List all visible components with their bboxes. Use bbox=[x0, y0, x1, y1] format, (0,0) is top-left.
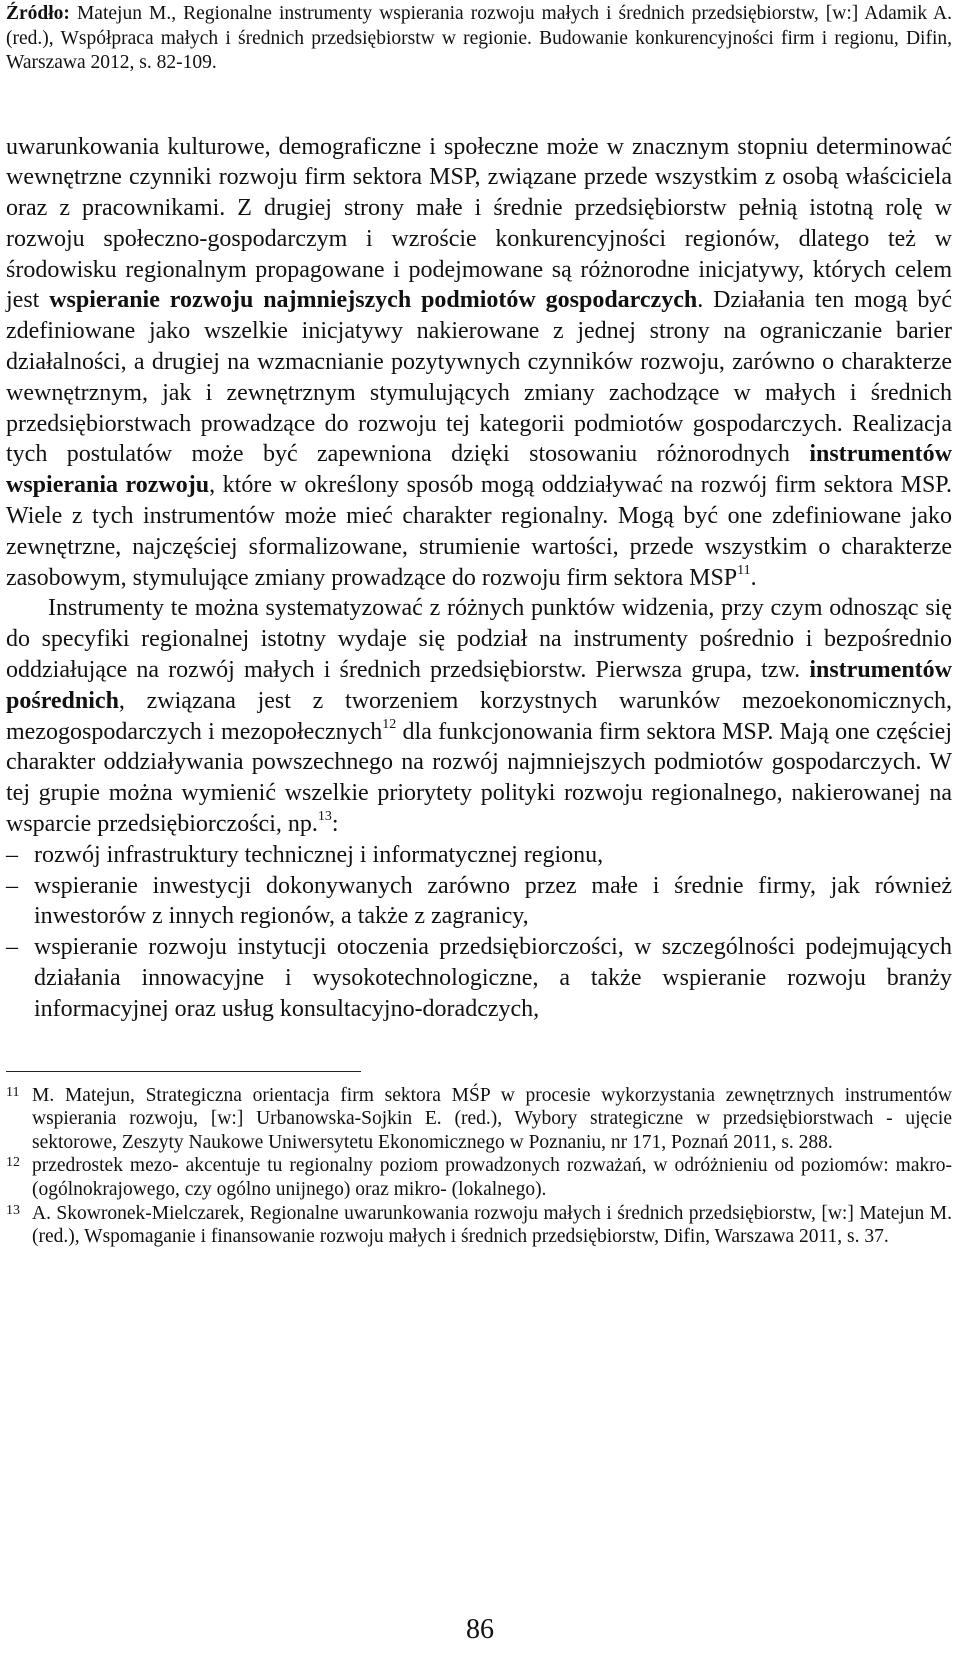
source-label: Źródło: bbox=[6, 3, 70, 24]
footnote-text: M. Matejun, Strategiczna orientacja firm sektora MŚP w procesie wykorzystania zewnętrznych instrumentów wspierania rozwoju, [w:] Urbanowska-Sojkin E. (red.), Wybory strategiczne w przedsiębiorstwach - ujęcie sektorowe, Zeszyty Naukowe Uniwersytetu Ekonomicznego w Poznaniu, nr 171, Poznań 2011, s. 288. bbox=[32, 1084, 952, 1153]
footnote-ref-11[interactable]: 11 bbox=[737, 562, 751, 578]
footnote-12 bbox=[6, 1154, 952, 1201]
dash-bullet: – bbox=[6, 841, 18, 868]
emphasis-text: wspieranie rozwoju najmniejszych podmiotów gospodarczych bbox=[49, 287, 698, 314]
emphasis-text: instrumentów pośrednich bbox=[6, 657, 952, 714]
list-item bbox=[6, 932, 952, 1024]
footnote-text: przedrostek mezo- akcentuje tu regionalny poziom prowadzonych rozważań, w odróżnieniu od poziomów: makro- (ogólnokrajowego, czy ogólno unijnego) oraz mikro- (lokalnego). bbox=[32, 1155, 952, 1200]
footnote-ref-12[interactable]: 12 bbox=[382, 716, 397, 732]
footnote-ref-13[interactable]: 13 bbox=[317, 809, 332, 825]
list-item bbox=[6, 871, 952, 933]
source-text: Matejun M., Regionalne instrumenty wspierania rozwoju małych i średnich przedsiębiorstw, [w:] Adamik A. (red.), Współpraca małych i średnich przedsiębiorstw w regionie. Budowanie konkurencyjności firm i regionu, Difin, Warszawa 2012, s. 82-109. bbox=[6, 3, 952, 73]
paragraph-text: . bbox=[750, 564, 757, 591]
footnote-separator bbox=[6, 1071, 361, 1072]
source-citation bbox=[6, 2, 952, 76]
footnote-number: 13 bbox=[6, 1202, 20, 1218]
list-item-text: rozwój infrastruktury technicznej i informatycznej regionu, bbox=[34, 841, 604, 868]
paragraph-text: uwarunkowania kulturowe, demograficzne i społeczne może w znacznym stopniu determinować wewnętrzne czynniki rozwoju firm sektora MSP, związane przede wszystkim z osobą właściciela oraz z pracownikami. Z drugiej strony małe i średnie przedsiębiorstw pełnią istotną rolę w rozwoju społeczno-gospodarczym i wzroście konkurencyjności regionów, dlatego też w środowisku regionalnym propagowane i podejmowane są różnorodne inicjatywy, których celem jest bbox=[6, 133, 952, 314]
body-paragraph-1 bbox=[6, 132, 952, 594]
footnote-number: 11 bbox=[6, 1084, 20, 1100]
bullet-list bbox=[6, 840, 952, 1025]
footnote-13 bbox=[6, 1202, 952, 1249]
list-item bbox=[6, 840, 952, 871]
dash-bullet: – bbox=[6, 934, 18, 961]
footnote-number: 12 bbox=[6, 1155, 20, 1171]
paragraph-text: dla funkcjonowania firm sektora MSP. Mają one częściej charakter oddziaływania powszechnego na rozwój najmniejszych podmiotów gospodarczych. W tej grupie można wymienić wszelkie priorytety polityki rozwoju regionalnego, nakierowanej na wsparcie przedsiębiorczości, np. bbox=[6, 718, 952, 838]
paragraph-text: : bbox=[331, 811, 339, 838]
footnote-text: A. Skowronek-Mielczarek, Regionalne uwarunkowania rozwoju małych i średnich przedsiębiorstw, [w:] Matejun M. (red.), Wspomaganie i finansowanie rozwoju małych i średnich przedsiębiorstw, Difin, Warszawa 2011, s. 37. bbox=[32, 1202, 952, 1248]
list-item-text: wspieranie rozwoju instytucji otoczenia przedsiębiorczości, w szczególności podejmujących działania innowacyjne i wysokotechnologiczne, a także wspieranie rozwoju branży informacyjnej oraz usług konsultacyjno-doradczych, bbox=[34, 934, 952, 1022]
list-item-text: wspieranie inwestycji dokonywanych zarówno przez małe i średnie firmy, jak również inwestorów z innych regionów, a także z zagranicy, bbox=[34, 872, 952, 930]
body-paragraph-2 bbox=[6, 593, 952, 839]
paragraph-text: . Działania ten mogą być zdefiniowane jako wszelkie inicjatywy nakierowane z jednej strony na ograniczanie barier działalności, a drugiej na wzmacnianie pozytywnych czynników rozwoju, zarówno o charakterze wewnętrznym, jak i zewnętrznym stymulujących zmiany zachodzące w małych i średnich przedsiębiorstwach prowadzące do rozwoju tej kategorii podmiotów gospodarczych. Realizacja tych postulatów może być zapewniona dzięki stosowaniu różnorodnych bbox=[6, 287, 952, 468]
page-number: 86 bbox=[466, 1614, 494, 1645]
paragraph-text: , związana jest z tworzeniem korzystnych warunków mezoekonomicznych, mezogospodarczych i mezopołecznych bbox=[6, 687, 952, 745]
emphasis-text: instrumentów wspierania rozwoju bbox=[6, 441, 952, 499]
paragraph-text: Instrumenty te można systematyzować z różnych punktów widzenia, przy czym odnosząc się do specyfiki regionalnej istotny wydaje się podział na instrumenty pośrednio i bezpośrednio oddziałujące na rozwój małych i średnich przedsiębiorstw. Pierwsza grupa, tzw. bbox=[6, 595, 952, 684]
footnote-11 bbox=[6, 1084, 952, 1155]
dash-bullet: – bbox=[6, 872, 18, 899]
paragraph-text: , które w określony sposób mogą oddziaływać na rozwój firm sektora MSP. Wiele z tych instrumentów może mieć charakter regionalny. Mogą być one zdefiniowane jako zewnętrzne, najczęściej sformalizowane, strumienie wartości, przede wszystkim o charakterze zasobowym, stymulujące zmiany prowadzące do rozwoju firm sektora MSP bbox=[6, 472, 952, 591]
